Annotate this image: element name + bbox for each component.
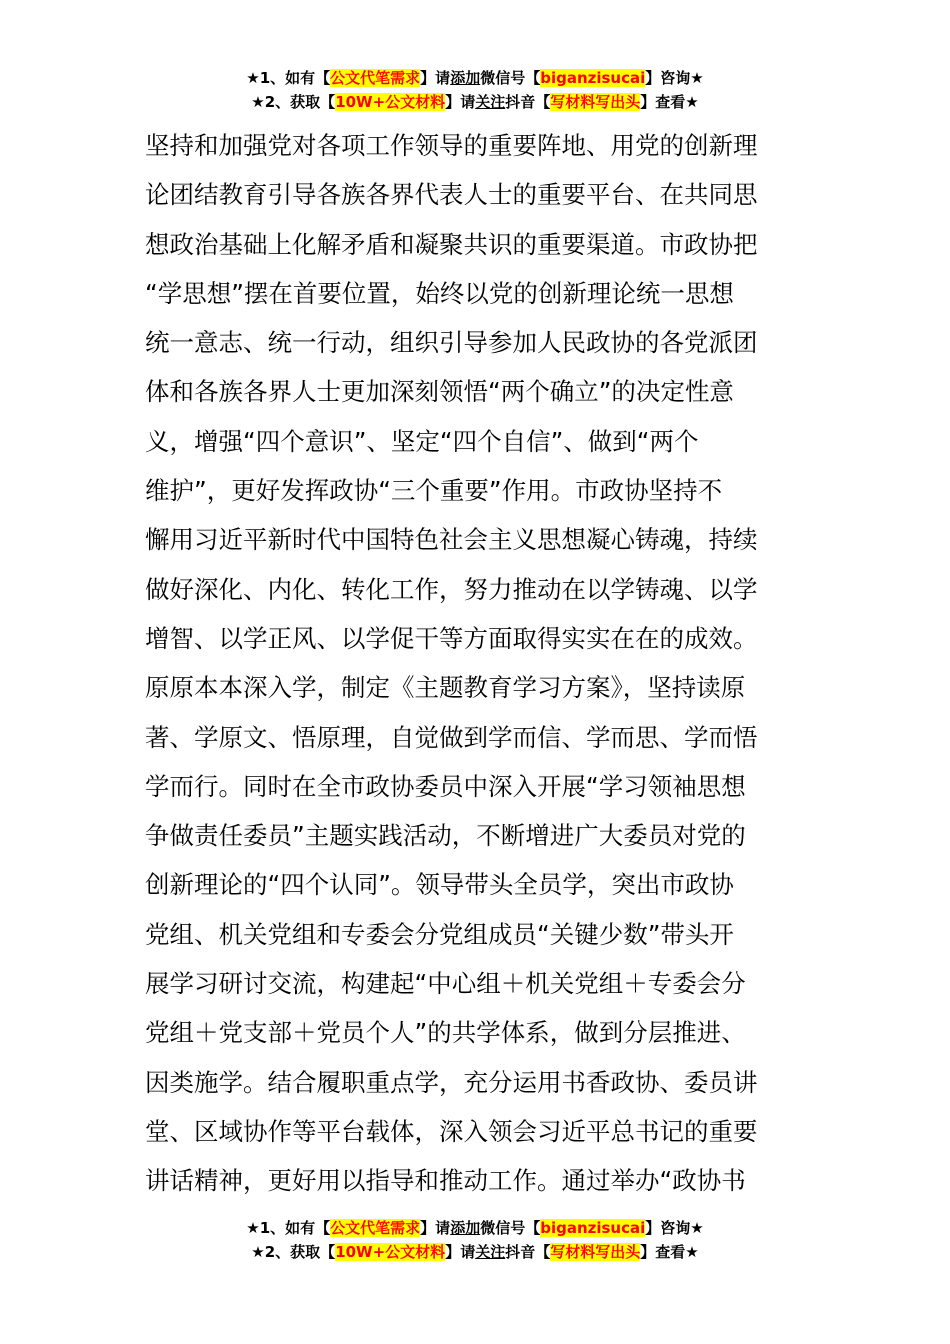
footer-line-1-text: 】请 [420, 1219, 451, 1237]
header-service-highlight: 公文代笔需求 [330, 69, 421, 87]
body-line: 义，增强“四个意识”、坚定“四个自信”、做到“两个 [145, 426, 699, 456]
body-line: 论团结教育引导各族各界代表人士的重要平台、在共同思 [145, 180, 758, 210]
body-line: 党组、机关党组和专委会分党组成员“关键少数”带头开 [145, 919, 734, 949]
footer-line-2-text-2: 抖音【 [505, 1243, 551, 1261]
body-line: 坚持和加强党对各项工作领导的重要阵地、用党的创新理 [145, 131, 758, 160]
header-wechat-id: biganzisucai [540, 69, 646, 87]
body-line: 维护”，更好发挥政协“三个重要”作用。市政协坚持不 [145, 476, 723, 506]
header-materials-highlight: 10W+公文材料 [335, 93, 446, 111]
header-add-underlined: 添加 [450, 69, 481, 87]
header-banner [0, 66, 950, 114]
body-line: 展学习研讨交流，构建起“中心组＋机关党组＋专委会分 [145, 969, 746, 999]
header-line-1-prefix: ★1、如有【 [246, 69, 331, 87]
body-line: 学而行。同时在全市政协委员中深入开展“学习领袖思想 [145, 771, 746, 801]
footer-line-2-text: 】请 [445, 1243, 476, 1261]
body-line: 著、学原文、悟原理，自觉做到学而信、学而思、学而悟 [145, 722, 758, 752]
body-line: 讲话精神，更好用以指导和推动工作。通过举办“政协书 [145, 1166, 746, 1196]
body-line: 创新理论的“四个认同”。领导带头全员学，突出市政协 [145, 870, 734, 900]
body-line: 体和各族各界人士更加深刻领悟“两个确立”的决定性意 [145, 377, 734, 407]
footer-line-1 [0, 1216, 950, 1240]
footer-banner [0, 1216, 950, 1264]
footer-add-underlined: 添加 [450, 1219, 481, 1237]
header-line-1 [0, 66, 950, 90]
footer-line-1-prefix: ★1、如有【 [246, 1219, 331, 1237]
header-line-1-suffix: 】咨询★ [645, 69, 704, 87]
body-line: 统一意志、统一行动，组织引导参加人民政协的各党派团 [145, 328, 758, 358]
body-line: 做好深化、内化、转化工作，努力推动在以学铸魂、以学 [145, 574, 758, 604]
body-line: 懈用习近平新时代中国特色社会主义思想凝心铸魂，持续 [145, 525, 758, 555]
footer-materials-highlight: 10W+公文材料 [335, 1243, 446, 1261]
header-douyin-account: 写材料写出头 [550, 93, 641, 111]
header-line-2-suffix: 】查看★ [640, 93, 699, 111]
footer-line-1-suffix: 】咨询★ [645, 1219, 704, 1237]
footer-follow-underlined: 关注 [475, 1243, 506, 1261]
footer-wechat-id: biganzisucai [540, 1219, 646, 1237]
header-line-2-text: 】请 [445, 93, 476, 111]
body-line: “学思想”摆在首要位置，始终以党的创新理论统一思想 [145, 278, 734, 308]
header-line-2 [0, 90, 950, 114]
footer-douyin-account: 写材料写出头 [550, 1243, 641, 1261]
footer-line-1-text-2: 微信号【 [480, 1219, 541, 1237]
header-line-2-text-2: 抖音【 [505, 93, 551, 111]
footer-line-2 [0, 1240, 950, 1264]
header-follow-underlined: 关注 [475, 93, 506, 111]
body-line: 堂、区域协作等平台载体，深入领会习近平总书记的重要 [145, 1116, 758, 1146]
footer-line-2-prefix: ★2、获取【 [251, 1243, 336, 1261]
header-line-1-text: 】请 [420, 69, 451, 87]
body-line: 想政治基础上化解矛盾和凝聚共识的重要渠道。市政协把 [145, 229, 758, 259]
body-line: 原原本本深入学，制定《主题教育学习方案》，坚持读原 [145, 673, 746, 703]
header-line-2-prefix: ★2、获取【 [251, 93, 336, 111]
document-body [145, 121, 807, 1206]
body-line: 因类施学。结合履职重点学，充分运用书香政协、委员讲 [145, 1067, 758, 1097]
header-line-1-text-2: 微信号【 [480, 69, 541, 87]
body-line: 党组＋党支部＋党员个人”的共学体系，做到分层推进、 [145, 1018, 746, 1048]
body-line: 争做责任委员”主题实践活动，不断增进广大委员对党的 [145, 821, 746, 851]
footer-line-2-suffix: 】查看★ [640, 1243, 699, 1261]
footer-service-highlight: 公文代笔需求 [330, 1219, 421, 1237]
body-line: 增智、以学正风、以学促干等方面取得实实在在的成效。 [145, 623, 758, 653]
